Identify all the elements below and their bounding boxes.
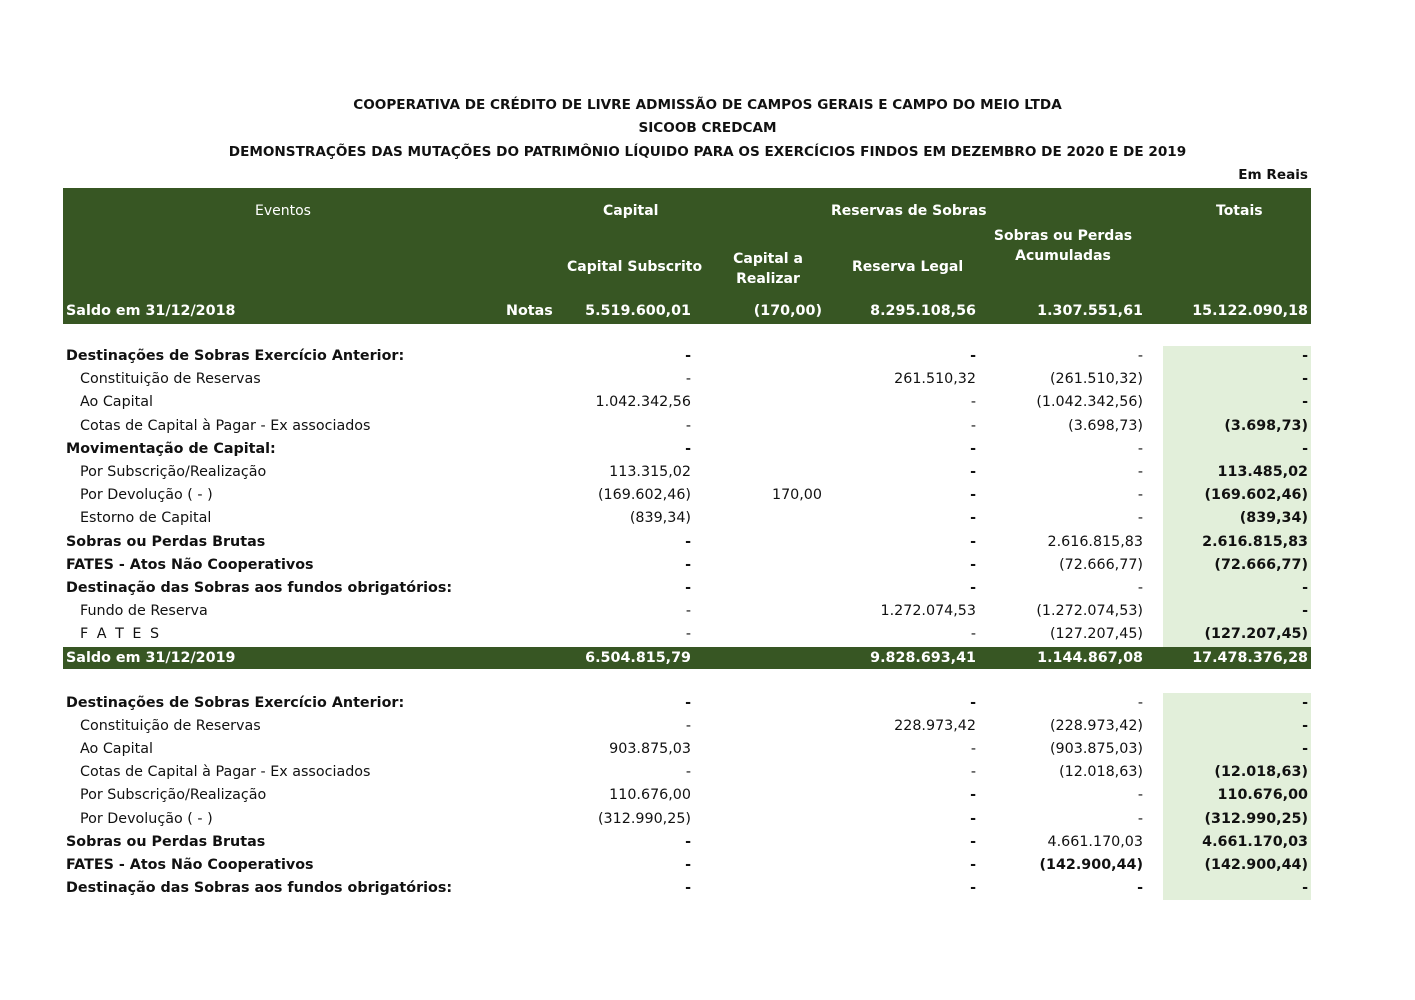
company-short-name: SICOOB CREDCAM bbox=[638, 120, 777, 136]
cell-sobras-acumuladas: - bbox=[1137, 510, 1143, 526]
cell-sobras-acumuladas: (3.698,73) bbox=[1068, 418, 1143, 434]
cell-reserva-legal: - bbox=[970, 464, 976, 480]
col-header-eventos: Eventos bbox=[255, 203, 311, 219]
cell-reserva-legal: - bbox=[970, 626, 976, 642]
cell-capital-subscrito: - bbox=[685, 580, 691, 596]
col-header-capital-subscrito: Capital Subscrito bbox=[567, 259, 703, 275]
col-header-reservas: Reservas de Sobras bbox=[831, 203, 987, 219]
cell-total: (3.698,73) bbox=[1224, 418, 1308, 434]
row-label: Movimentação de Capital: bbox=[66, 441, 276, 457]
cell-total: - bbox=[1302, 441, 1308, 457]
cell-capital-subscrito: - bbox=[685, 371, 691, 387]
cell-reserva-legal: - bbox=[970, 580, 976, 596]
row-label: Destinação das Sobras aos fundos obrigatórios: bbox=[66, 580, 453, 596]
row-label: Destinação das Sobras aos fundos obrigatórios: bbox=[66, 880, 453, 896]
cell-total: 15.122.090,18 bbox=[1192, 303, 1308, 319]
cell-capital-subscrito: 110.676,00 bbox=[609, 787, 691, 803]
cell-sobras-acumuladas: (1.042.342,56) bbox=[1036, 394, 1143, 410]
cell-capital-subscrito: - bbox=[685, 695, 691, 711]
cell-sobras-acumuladas: 2.616.815,83 bbox=[1047, 534, 1143, 550]
statement-title: DEMONSTRAÇÕES DAS MUTAÇÕES DO PATRIMÔNIO LÍQUIDO PARA OS EXERCÍCIOS FINDOS EM DEZEMBRO DE 2020 E DE 2019 bbox=[228, 144, 1187, 160]
table-row bbox=[0, 484, 1415, 507]
cell-capital-subscrito: (312.990,25) bbox=[597, 811, 691, 827]
cell-reserva-legal: - bbox=[970, 487, 976, 503]
cell-total: - bbox=[1302, 580, 1308, 596]
cell-reserva-legal: - bbox=[970, 510, 976, 526]
cell-sobras-acumuladas: (127.207,45) bbox=[1049, 626, 1143, 642]
cell-capital-realizar: 170,00 bbox=[771, 487, 822, 503]
table-row bbox=[0, 877, 1415, 900]
cell-total: (12.018,63) bbox=[1214, 764, 1308, 780]
table-row bbox=[0, 692, 1415, 715]
row-label: Constituição de Reservas bbox=[80, 718, 261, 734]
row-label: Por Devolução ( - ) bbox=[80, 811, 213, 827]
table-row bbox=[0, 600, 1415, 623]
table-row bbox=[0, 368, 1415, 391]
row-label: Saldo em 31/12/2018 bbox=[66, 303, 236, 319]
table-row bbox=[0, 738, 1415, 761]
table-row bbox=[0, 623, 1415, 646]
cell-sobras-acumuladas: 1.307.551,61 bbox=[1037, 303, 1143, 319]
cell-sobras-acumuladas: (142.900,44) bbox=[1039, 857, 1143, 873]
row-label: Destinações de Sobras Exercício Anterior: bbox=[66, 695, 405, 711]
cell-reserva-legal: - bbox=[970, 834, 976, 850]
cell-sobras-acumuladas: - bbox=[1137, 487, 1143, 503]
cell-sobras-acumuladas: (12.018,63) bbox=[1059, 764, 1143, 780]
col-header-reserva-legal: Reserva Legal bbox=[852, 259, 964, 275]
table-row bbox=[0, 808, 1415, 831]
cell-sobras-acumuladas: - bbox=[1137, 464, 1143, 480]
cell-reserva-legal: 261.510,32 bbox=[894, 371, 976, 387]
cell-sobras-acumuladas: (903.875,03) bbox=[1049, 741, 1143, 757]
table-row bbox=[0, 854, 1415, 877]
cell-total: - bbox=[1302, 371, 1308, 387]
cell-total: 17.478.376,28 bbox=[1192, 650, 1308, 666]
row-label: Fundo de Reserva bbox=[80, 603, 208, 619]
cell-sobras-acumuladas: 1.144.867,08 bbox=[1037, 650, 1143, 666]
cell-capital-subscrito: 113.315,02 bbox=[609, 464, 691, 480]
cell-reserva-legal: 9.828.693,41 bbox=[870, 650, 976, 666]
cell-capital-subscrito: (839,34) bbox=[629, 510, 691, 526]
table-row bbox=[0, 831, 1415, 854]
cell-reserva-legal: - bbox=[970, 557, 976, 573]
table-row bbox=[0, 784, 1415, 807]
cell-capital-subscrito: 5.519.600,01 bbox=[585, 303, 691, 319]
cell-capital-subscrito: - bbox=[685, 857, 691, 873]
cell-total: (127.207,45) bbox=[1204, 626, 1308, 642]
cell-reserva-legal: 1.272.074,53 bbox=[880, 603, 976, 619]
col-header-sobras-acumuladas: Sobras ou Perdas Acumuladas bbox=[993, 228, 1133, 264]
cell-reserva-legal: - bbox=[970, 695, 976, 711]
row-label: Sobras ou Perdas Brutas bbox=[66, 534, 266, 550]
row-label: Cotas de Capital à Pagar - Ex associados bbox=[80, 418, 371, 434]
cell-reserva-legal: - bbox=[970, 348, 976, 364]
row-label: F A T E S bbox=[80, 626, 162, 642]
cell-capital-subscrito: - bbox=[685, 626, 691, 642]
row-label: Saldo em 31/12/2019 bbox=[66, 650, 236, 666]
table-row bbox=[0, 715, 1415, 738]
cell-total: 113.485,02 bbox=[1217, 464, 1308, 480]
cell-reserva-legal: - bbox=[970, 441, 976, 457]
cell-capital-subscrito: - bbox=[685, 718, 691, 734]
cell-reserva-legal: - bbox=[970, 787, 976, 803]
row-label: Destinações de Sobras Exercício Anterior: bbox=[66, 348, 405, 364]
cell-sobras-acumuladas: 4.661.170,03 bbox=[1047, 834, 1143, 850]
row-label: Por Subscrição/Realização bbox=[80, 464, 267, 480]
cell-total: - bbox=[1302, 695, 1308, 711]
table-row bbox=[0, 438, 1415, 461]
row-label: FATES - Atos Não Cooperativos bbox=[66, 557, 314, 573]
table-row bbox=[0, 577, 1415, 600]
cell-total: - bbox=[1302, 603, 1308, 619]
row-label: Por Devolução ( - ) bbox=[80, 487, 213, 503]
cell-reserva-legal: - bbox=[970, 394, 976, 410]
table-row bbox=[0, 415, 1415, 438]
cell-total: - bbox=[1302, 718, 1308, 734]
cell-capital-subscrito: - bbox=[685, 764, 691, 780]
cell-reserva-legal: 8.295.108,56 bbox=[870, 303, 976, 319]
row-label: Ao Capital bbox=[80, 741, 153, 757]
table-row bbox=[0, 647, 1415, 669]
cell-total: - bbox=[1302, 348, 1308, 364]
cell-total: (839,34) bbox=[1239, 510, 1308, 526]
cell-reserva-legal: - bbox=[970, 811, 976, 827]
cell-capital-subscrito: - bbox=[685, 534, 691, 550]
cell-capital-subscrito: - bbox=[685, 418, 691, 434]
row-label: Estorno de Capital bbox=[80, 510, 212, 526]
cell-reserva-legal: - bbox=[970, 857, 976, 873]
cell-total: - bbox=[1302, 741, 1308, 757]
cell-total: 4.661.170,03 bbox=[1202, 834, 1308, 850]
cell-capital-subscrito: - bbox=[685, 557, 691, 573]
cell-sobras-acumuladas: - bbox=[1137, 695, 1143, 711]
cell-total: (169.602,46) bbox=[1204, 487, 1308, 503]
cell-reserva-legal: - bbox=[970, 764, 976, 780]
notas-label: Notas bbox=[506, 303, 553, 319]
row-label: Cotas de Capital à Pagar - Ex associados bbox=[80, 764, 371, 780]
cell-sobras-acumuladas: (228.973,42) bbox=[1049, 718, 1143, 734]
cell-sobras-acumuladas: - bbox=[1137, 880, 1143, 896]
col-header-totais: Totais bbox=[1216, 203, 1263, 219]
cell-reserva-legal: - bbox=[970, 534, 976, 550]
table-row bbox=[0, 461, 1415, 484]
row-label: Por Subscrição/Realização bbox=[80, 787, 267, 803]
currency-label: Em Reais bbox=[1238, 167, 1308, 183]
cell-capital-subscrito: - bbox=[685, 834, 691, 850]
cell-reserva-legal: 228.973,42 bbox=[894, 718, 976, 734]
cell-reserva-legal: - bbox=[970, 741, 976, 757]
cell-capital-realizar: (170,00) bbox=[753, 303, 822, 319]
company-name: COOPERATIVA DE CRÉDITO DE LIVRE ADMISSÃO DE CAMPOS GERAIS E CAMPO DO MEIO LTDA bbox=[353, 97, 1062, 113]
cell-reserva-legal: - bbox=[970, 880, 976, 896]
cell-capital-subscrito: (169.602,46) bbox=[597, 487, 691, 503]
cell-reserva-legal: - bbox=[970, 418, 976, 434]
cell-total: 110.676,00 bbox=[1217, 787, 1308, 803]
cell-capital-subscrito: - bbox=[685, 348, 691, 364]
table-row bbox=[0, 300, 1415, 323]
cell-sobras-acumuladas: - bbox=[1137, 580, 1143, 596]
table-row bbox=[0, 761, 1415, 784]
cell-sobras-acumuladas: (72.666,77) bbox=[1059, 557, 1143, 573]
cell-total: - bbox=[1302, 394, 1308, 410]
cell-total: (142.900,44) bbox=[1204, 857, 1308, 873]
cell-sobras-acumuladas: (261.510,32) bbox=[1049, 371, 1143, 387]
table-row bbox=[0, 391, 1415, 414]
row-label: Constituição de Reservas bbox=[80, 371, 261, 387]
cell-total: (72.666,77) bbox=[1214, 557, 1308, 573]
cell-capital-subscrito: - bbox=[685, 441, 691, 457]
row-label: Ao Capital bbox=[80, 394, 153, 410]
cell-sobras-acumuladas: - bbox=[1137, 811, 1143, 827]
cell-total: (312.990,25) bbox=[1204, 811, 1308, 827]
table-row bbox=[0, 554, 1415, 577]
cell-capital-subscrito: 1.042.342,56 bbox=[595, 394, 691, 410]
cell-sobras-acumuladas: - bbox=[1137, 348, 1143, 364]
row-label: Sobras ou Perdas Brutas bbox=[66, 834, 266, 850]
cell-sobras-acumuladas: - bbox=[1137, 441, 1143, 457]
col-header-capital: Capital bbox=[603, 203, 659, 219]
cell-capital-subscrito: - bbox=[685, 603, 691, 619]
table-row bbox=[0, 507, 1415, 530]
cell-capital-subscrito: - bbox=[685, 880, 691, 896]
cell-capital-subscrito: 6.504.815,79 bbox=[585, 650, 691, 666]
cell-sobras-acumuladas: - bbox=[1137, 787, 1143, 803]
table-row bbox=[0, 345, 1415, 368]
table-row bbox=[0, 531, 1415, 554]
col-header-capital-realizar: Capital a Realizar bbox=[733, 251, 803, 287]
cell-capital-subscrito: 903.875,03 bbox=[609, 741, 691, 757]
row-label: FATES - Atos Não Cooperativos bbox=[66, 857, 314, 873]
cell-total: - bbox=[1302, 880, 1308, 896]
cell-total: 2.616.815,83 bbox=[1202, 534, 1308, 550]
cell-sobras-acumuladas: (1.272.074,53) bbox=[1036, 603, 1143, 619]
